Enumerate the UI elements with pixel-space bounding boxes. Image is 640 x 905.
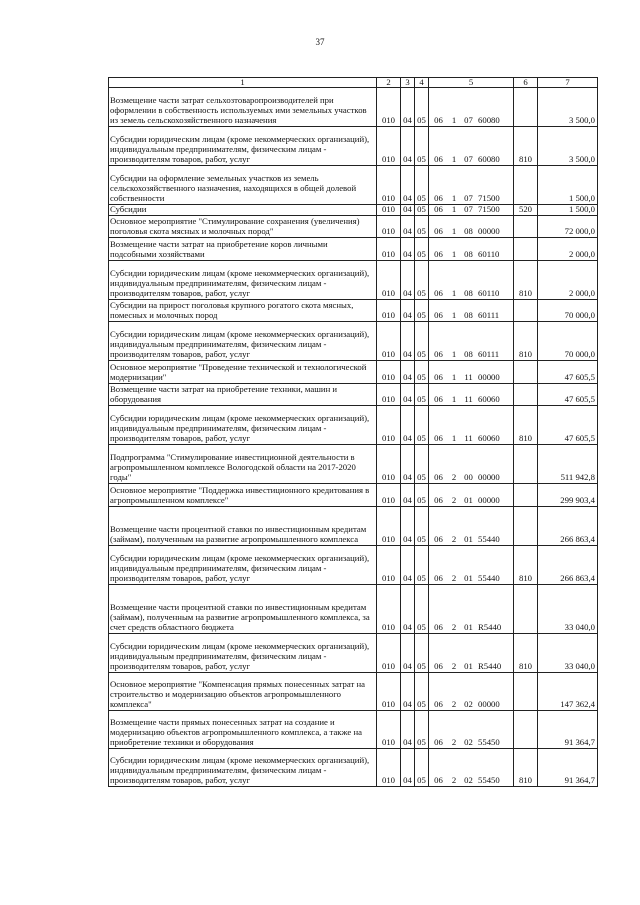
csr-segment: 06 — [434, 737, 443, 748]
csr-segment: 08 — [464, 226, 473, 237]
row-csr-cell — [429, 261, 514, 300]
row-sum-cell: 1 500,0 — [538, 205, 598, 216]
table-row — [109, 238, 598, 261]
row-rz-cell: 04 — [401, 322, 415, 361]
row-name-cell: Основное мероприятие "Компенсация прямых понесенных затрат на строительство и модернизацию объектов агропромышленного комплекса" — [109, 673, 377, 711]
csr-segment: 1 — [451, 154, 457, 165]
row-grbs-cell: 010 — [377, 585, 401, 634]
row-grbs-cell: 010 — [377, 205, 401, 216]
row-pr-cell: 05 — [415, 216, 429, 238]
row-sum-cell: 147 362,4 — [538, 673, 598, 711]
csr-segment: 1 — [451, 226, 457, 237]
csr-segment: 2 — [451, 699, 457, 710]
row-grbs-cell: 010 — [377, 634, 401, 673]
header-cell-7: 7 — [538, 78, 598, 88]
csr-code — [429, 227, 513, 237]
row-grbs-cell: 010 — [377, 749, 401, 787]
csr-code — [429, 738, 513, 748]
table-row — [109, 261, 598, 300]
csr-segment: 1 — [451, 288, 457, 299]
csr-code — [429, 700, 513, 710]
row-pr-cell: 05 — [415, 205, 429, 216]
table-row — [109, 88, 598, 127]
row-sum-cell: 3 500,0 — [538, 88, 598, 127]
csr-segment: 2 — [451, 495, 457, 506]
row-sum-cell: 33 040,0 — [538, 634, 598, 673]
row-grbs-cell: 010 — [377, 711, 401, 749]
csr-segment: 2 — [451, 622, 457, 633]
row-csr-cell — [429, 238, 514, 261]
row-grbs-cell: 010 — [377, 484, 401, 507]
row-sum-cell: 91 364,7 — [538, 711, 598, 749]
row-pr-cell: 05 — [415, 88, 429, 127]
table-row — [109, 300, 598, 322]
csr-segment: 71500 — [478, 204, 500, 215]
csr-segment: 01 — [464, 622, 473, 633]
row-grbs-cell: 010 — [377, 384, 401, 406]
csr-segment: 06 — [434, 573, 443, 584]
row-rz-cell: 04 — [401, 300, 415, 322]
row-rz-cell: 04 — [401, 711, 415, 749]
csr-segment: 07 — [464, 204, 473, 215]
row-csr-cell — [429, 300, 514, 322]
row-pr-cell: 05 — [415, 261, 429, 300]
row-rz-cell: 04 — [401, 205, 415, 216]
csr-segment: 1 — [451, 249, 457, 260]
row-rz-cell: 04 — [401, 88, 415, 127]
csr-segment: 06 — [434, 394, 443, 405]
csr-segment: 06 — [434, 204, 443, 215]
csr-segment: 11 — [464, 372, 473, 383]
row-csr-cell — [429, 166, 514, 205]
row-pr-cell: 05 — [415, 384, 429, 406]
row-name-cell: Возмещение части процентной ставки по инвестиционным кредитам (займам), полученным на развитие агропромышленного комплекса, за счет средств областного бюджета — [109, 585, 377, 634]
row-csr-cell — [429, 406, 514, 445]
row-vr-cell — [514, 445, 538, 484]
csr-segment: 06 — [434, 699, 443, 710]
csr-segment: 01 — [464, 534, 473, 545]
csr-segment: 06 — [434, 372, 443, 383]
row-sum-cell: 2 000,0 — [538, 261, 598, 300]
row-vr-cell: 810 — [514, 322, 538, 361]
row-csr-cell — [429, 127, 514, 166]
row-pr-cell: 05 — [415, 322, 429, 361]
csr-segment: 55440 — [478, 534, 500, 545]
csr-segment: 1 — [451, 310, 457, 321]
row-csr-cell — [429, 322, 514, 361]
row-name-cell: Основное мероприятие "Стимулирование сохранения (увеличения) поголовья скота мясных и молочных пород" — [109, 216, 377, 238]
row-sum-cell: 1 500,0 — [538, 166, 598, 205]
row-vr-cell — [514, 300, 538, 322]
csr-code — [429, 434, 513, 444]
csr-segment: 06 — [434, 249, 443, 260]
csr-segment: 06 — [434, 115, 443, 126]
row-grbs-cell: 010 — [377, 216, 401, 238]
csr-segment: 06 — [434, 433, 443, 444]
row-vr-cell: 810 — [514, 406, 538, 445]
csr-segment: 07 — [464, 193, 473, 204]
row-pr-cell: 05 — [415, 406, 429, 445]
csr-segment: 06 — [434, 661, 443, 672]
csr-segment: 02 — [464, 699, 473, 710]
csr-code — [429, 116, 513, 126]
row-rz-cell: 04 — [401, 634, 415, 673]
row-name-cell: Субсидии юридическим лицам (кроме некоммерческих организаций), индивидуальным предпринимателям, физическим лицам - производителям товаров, работ, услуг — [109, 749, 377, 787]
row-vr-cell: 520 — [514, 205, 538, 216]
row-rz-cell: 04 — [401, 361, 415, 384]
row-name-cell: Субсидии — [109, 205, 377, 216]
csr-segment: 06 — [434, 472, 443, 483]
csr-segment: 06 — [434, 310, 443, 321]
csr-segment: 01 — [464, 573, 473, 584]
csr-segment: 00000 — [478, 372, 500, 383]
row-pr-cell: 05 — [415, 361, 429, 384]
row-pr-cell: 05 — [415, 507, 429, 546]
row-sum-cell: 266 863,4 — [538, 507, 598, 546]
row-vr-cell: 810 — [514, 749, 538, 787]
row-name-cell: Субсидии на оформление земельных участков из земель сельскохозяйственного назначения, находящихся в общей долевой собственности — [109, 166, 377, 205]
row-name-cell: Субсидии юридическим лицам (кроме некоммерческих организаций), индивидуальным предпринимателям, физическим лицам - производителям товаров, работ, услуг — [109, 127, 377, 166]
row-name-cell: Возмещение части затрат на приобретение техники, машин и оборудования — [109, 384, 377, 406]
row-csr-cell — [429, 585, 514, 634]
row-grbs-cell: 010 — [377, 238, 401, 261]
csr-segment: 60080 — [478, 115, 500, 126]
table-row — [109, 127, 598, 166]
csr-segment: 1 — [451, 433, 457, 444]
csr-code — [429, 662, 513, 672]
row-pr-cell: 05 — [415, 711, 429, 749]
csr-segment: 55450 — [478, 775, 500, 786]
row-rz-cell: 04 — [401, 406, 415, 445]
csr-segment: R5440 — [478, 622, 502, 633]
csr-segment: 06 — [434, 154, 443, 165]
row-csr-cell — [429, 205, 514, 216]
row-grbs-cell: 010 — [377, 361, 401, 384]
table-row — [109, 205, 598, 216]
csr-segment: 1 — [451, 193, 457, 204]
row-name-cell: Субсидии юридическим лицам (кроме некоммерческих организаций), индивидуальным предпринимателям, физическим лицам - производителям товаров, работ, услуг — [109, 322, 377, 361]
csr-segment: 00000 — [478, 699, 500, 710]
table-row — [109, 634, 598, 673]
csr-segment: 08 — [464, 249, 473, 260]
csr-segment: 06 — [434, 622, 443, 633]
csr-segment: 00000 — [478, 472, 500, 483]
csr-segment: 08 — [464, 349, 473, 360]
row-grbs-cell: 010 — [377, 507, 401, 546]
csr-segment: R5440 — [478, 661, 502, 672]
csr-segment: 07 — [464, 115, 473, 126]
table-row — [109, 322, 598, 361]
csr-code — [429, 776, 513, 786]
csr-segment: 60111 — [478, 310, 500, 321]
row-rz-cell: 04 — [401, 261, 415, 300]
row-rz-cell: 04 — [401, 166, 415, 205]
row-sum-cell: 47 605,5 — [538, 361, 598, 384]
csr-segment: 2 — [451, 661, 457, 672]
csr-segment: 08 — [464, 310, 473, 321]
table-row — [109, 166, 598, 205]
csr-segment: 00 — [464, 472, 473, 483]
csr-code — [429, 473, 513, 483]
csr-segment: 60110 — [478, 249, 500, 260]
csr-segment: 00000 — [478, 495, 500, 506]
table-row — [109, 406, 598, 445]
row-rz-cell: 04 — [401, 127, 415, 166]
table-row — [109, 673, 598, 711]
csr-code — [429, 205, 513, 215]
row-pr-cell: 05 — [415, 484, 429, 507]
csr-code — [429, 574, 513, 584]
csr-segment: 08 — [464, 288, 473, 299]
row-pr-cell: 05 — [415, 634, 429, 673]
row-rz-cell: 04 — [401, 585, 415, 634]
csr-segment: 1 — [451, 394, 457, 405]
row-sum-cell: 91 364,7 — [538, 749, 598, 787]
row-grbs-cell: 010 — [377, 673, 401, 711]
csr-segment: 06 — [434, 226, 443, 237]
row-sum-cell: 3 500,0 — [538, 127, 598, 166]
csr-segment: 01 — [464, 661, 473, 672]
row-grbs-cell: 010 — [377, 406, 401, 445]
csr-segment: 06 — [434, 534, 443, 545]
table-row — [109, 445, 598, 484]
row-pr-cell: 05 — [415, 673, 429, 711]
row-name-cell: Подпрограмма "Стимулирование инвестиционной деятельности в агропромышленном комплексе Вологодской области на 2017-2020 годы" — [109, 445, 377, 484]
row-rz-cell: 04 — [401, 445, 415, 484]
row-vr-cell — [514, 238, 538, 261]
table-row — [109, 749, 598, 787]
row-pr-cell: 05 — [415, 749, 429, 787]
row-csr-cell — [429, 484, 514, 507]
row-grbs-cell: 010 — [377, 300, 401, 322]
csr-code — [429, 395, 513, 405]
csr-segment: 06 — [434, 349, 443, 360]
csr-segment: 55440 — [478, 573, 500, 584]
csr-segment: 2 — [451, 775, 457, 786]
row-vr-cell: 810 — [514, 261, 538, 300]
csr-segment: 60080 — [478, 154, 500, 165]
row-name-cell: Возмещение части затрат сельхозтоваропроизводителей при оформлении в собственность используемых ими земельных участков из земель сельскохозяйственного назначения — [109, 88, 377, 127]
row-rz-cell: 04 — [401, 238, 415, 261]
row-sum-cell: 2 000,0 — [538, 238, 598, 261]
csr-code — [429, 496, 513, 506]
csr-segment: 07 — [464, 154, 473, 165]
row-csr-cell — [429, 634, 514, 673]
csr-code — [429, 250, 513, 260]
row-grbs-cell: 010 — [377, 88, 401, 127]
row-grbs-cell: 010 — [377, 261, 401, 300]
csr-segment: 1 — [451, 372, 457, 383]
row-name-cell: Основное мероприятие "Проведение технической и технологической модернизации" — [109, 361, 377, 384]
row-rz-cell: 04 — [401, 546, 415, 585]
row-vr-cell — [514, 673, 538, 711]
row-vr-cell — [514, 585, 538, 634]
row-csr-cell — [429, 361, 514, 384]
row-rz-cell: 04 — [401, 507, 415, 546]
row-csr-cell — [429, 673, 514, 711]
csr-segment: 60111 — [478, 349, 500, 360]
row-pr-cell: 05 — [415, 546, 429, 585]
row-vr-cell: 810 — [514, 546, 538, 585]
row-name-cell: Возмещение части процентной ставки по инвестиционным кредитам (займам), полученным на развитие агропромышленного комплекса — [109, 507, 377, 546]
row-grbs-cell: 010 — [377, 445, 401, 484]
row-csr-cell — [429, 384, 514, 406]
row-name-cell: Субсидии юридическим лицам (кроме некоммерческих организаций), индивидуальным предпринимателям, физическим лицам - производителям товаров, работ, услуг — [109, 546, 377, 585]
row-sum-cell: 70 000,0 — [538, 322, 598, 361]
table-row — [109, 216, 598, 238]
table-row — [109, 711, 598, 749]
row-name-cell: Субсидии юридическим лицам (кроме некоммерческих организаций), индивидуальным предпринимателям, физическим лицам - производителям товаров, работ, услуг — [109, 261, 377, 300]
row-csr-cell — [429, 749, 514, 787]
row-grbs-cell: 010 — [377, 166, 401, 205]
csr-segment: 2 — [451, 737, 457, 748]
table-row — [109, 361, 598, 384]
row-sum-cell: 299 903,4 — [538, 484, 598, 507]
row-pr-cell: 05 — [415, 445, 429, 484]
row-name-cell: Субсидии на прирост поголовья крупного рогатого скота мясных, помесных и молочных пород — [109, 300, 377, 322]
row-rz-cell: 04 — [401, 216, 415, 238]
row-pr-cell: 05 — [415, 585, 429, 634]
header-row — [109, 78, 598, 88]
csr-code — [429, 623, 513, 633]
csr-code — [429, 350, 513, 360]
row-sum-cell: 511 942,8 — [538, 445, 598, 484]
table-row — [109, 546, 598, 585]
table-row — [109, 585, 598, 634]
row-name-cell: Возмещение части прямых понесенных затрат на создание и модернизацию объектов агропромышленного комплекса, а также на приобретение техники и оборудования — [109, 711, 377, 749]
row-vr-cell — [514, 361, 538, 384]
csr-segment: 00000 — [478, 226, 500, 237]
row-rz-cell: 04 — [401, 484, 415, 507]
row-pr-cell: 05 — [415, 166, 429, 205]
csr-segment: 71500 — [478, 193, 500, 204]
row-sum-cell: 47 605,5 — [538, 384, 598, 406]
row-vr-cell — [514, 384, 538, 406]
csr-segment: 1 — [451, 115, 457, 126]
row-name-cell: Возмещение части затрат на приобретение коров личными подсобными хозяйствами — [109, 238, 377, 261]
row-csr-cell — [429, 216, 514, 238]
csr-segment: 1 — [451, 349, 457, 360]
row-sum-cell: 70 000,0 — [538, 300, 598, 322]
header-cell-5: 5 — [429, 78, 514, 88]
row-pr-cell: 05 — [415, 127, 429, 166]
csr-code — [429, 535, 513, 545]
row-sum-cell: 266 863,4 — [538, 546, 598, 585]
row-sum-cell: 47 605,5 — [538, 406, 598, 445]
header-cell-1: 1 — [109, 78, 377, 88]
header-cell-3: 3 — [401, 78, 415, 88]
table-row — [109, 484, 598, 507]
csr-code — [429, 155, 513, 165]
row-rz-cell: 04 — [401, 384, 415, 406]
csr-code — [429, 311, 513, 321]
row-vr-cell — [514, 88, 538, 127]
budget-table — [108, 77, 598, 787]
row-rz-cell: 04 — [401, 673, 415, 711]
csr-segment: 06 — [434, 288, 443, 299]
row-vr-cell: 810 — [514, 634, 538, 673]
csr-segment: 02 — [464, 737, 473, 748]
csr-code — [429, 289, 513, 299]
row-csr-cell — [429, 88, 514, 127]
csr-segment: 60060 — [478, 394, 500, 405]
csr-segment: 11 — [464, 433, 473, 444]
csr-segment: 2 — [451, 573, 457, 584]
row-pr-cell: 05 — [415, 300, 429, 322]
row-sum-cell: 33 040,0 — [538, 585, 598, 634]
row-vr-cell — [514, 711, 538, 749]
row-rz-cell: 04 — [401, 749, 415, 787]
row-vr-cell — [514, 166, 538, 205]
row-vr-cell — [514, 507, 538, 546]
csr-segment: 11 — [464, 394, 473, 405]
csr-segment: 02 — [464, 775, 473, 786]
csr-segment: 06 — [434, 775, 443, 786]
csr-segment: 06 — [434, 495, 443, 506]
csr-segment: 01 — [464, 495, 473, 506]
csr-segment: 2 — [451, 472, 457, 483]
csr-segment: 60110 — [478, 288, 500, 299]
csr-segment: 06 — [434, 193, 443, 204]
csr-segment: 60060 — [478, 433, 500, 444]
table-row — [109, 384, 598, 406]
csr-segment: 55450 — [478, 737, 500, 748]
table-body — [109, 78, 598, 787]
row-sum-cell: 72 000,0 — [538, 216, 598, 238]
row-csr-cell — [429, 546, 514, 585]
row-csr-cell — [429, 445, 514, 484]
row-vr-cell — [514, 484, 538, 507]
csr-segment: 2 — [451, 534, 457, 545]
header-cell-2: 2 — [377, 78, 401, 88]
row-name-cell: Основное мероприятие "Поддержка инвестиционного кредитования в агропромышленном комплексе" — [109, 484, 377, 507]
row-csr-cell — [429, 711, 514, 749]
row-pr-cell: 05 — [415, 238, 429, 261]
csr-code — [429, 373, 513, 383]
header-cell-4: 4 — [415, 78, 429, 88]
row-grbs-cell: 010 — [377, 322, 401, 361]
row-vr-cell — [514, 216, 538, 238]
row-csr-cell — [429, 507, 514, 546]
row-grbs-cell: 010 — [377, 546, 401, 585]
row-vr-cell: 810 — [514, 127, 538, 166]
row-grbs-cell: 010 — [377, 127, 401, 166]
page-number: 37 — [315, 37, 325, 47]
row-name-cell: Субсидии юридическим лицам (кроме некоммерческих организаций), индивидуальным предпринимателям, физическим лицам - производителям товаров, работ, услуг — [109, 406, 377, 445]
row-name-cell: Субсидии юридическим лицам (кроме некоммерческих организаций), индивидуальным предпринимателям, физическим лицам - производителям товаров, работ, услуг — [109, 634, 377, 673]
header-cell-6: 6 — [514, 78, 538, 88]
csr-segment: 1 — [451, 204, 457, 215]
csr-code — [429, 194, 513, 204]
table-row — [109, 507, 598, 546]
